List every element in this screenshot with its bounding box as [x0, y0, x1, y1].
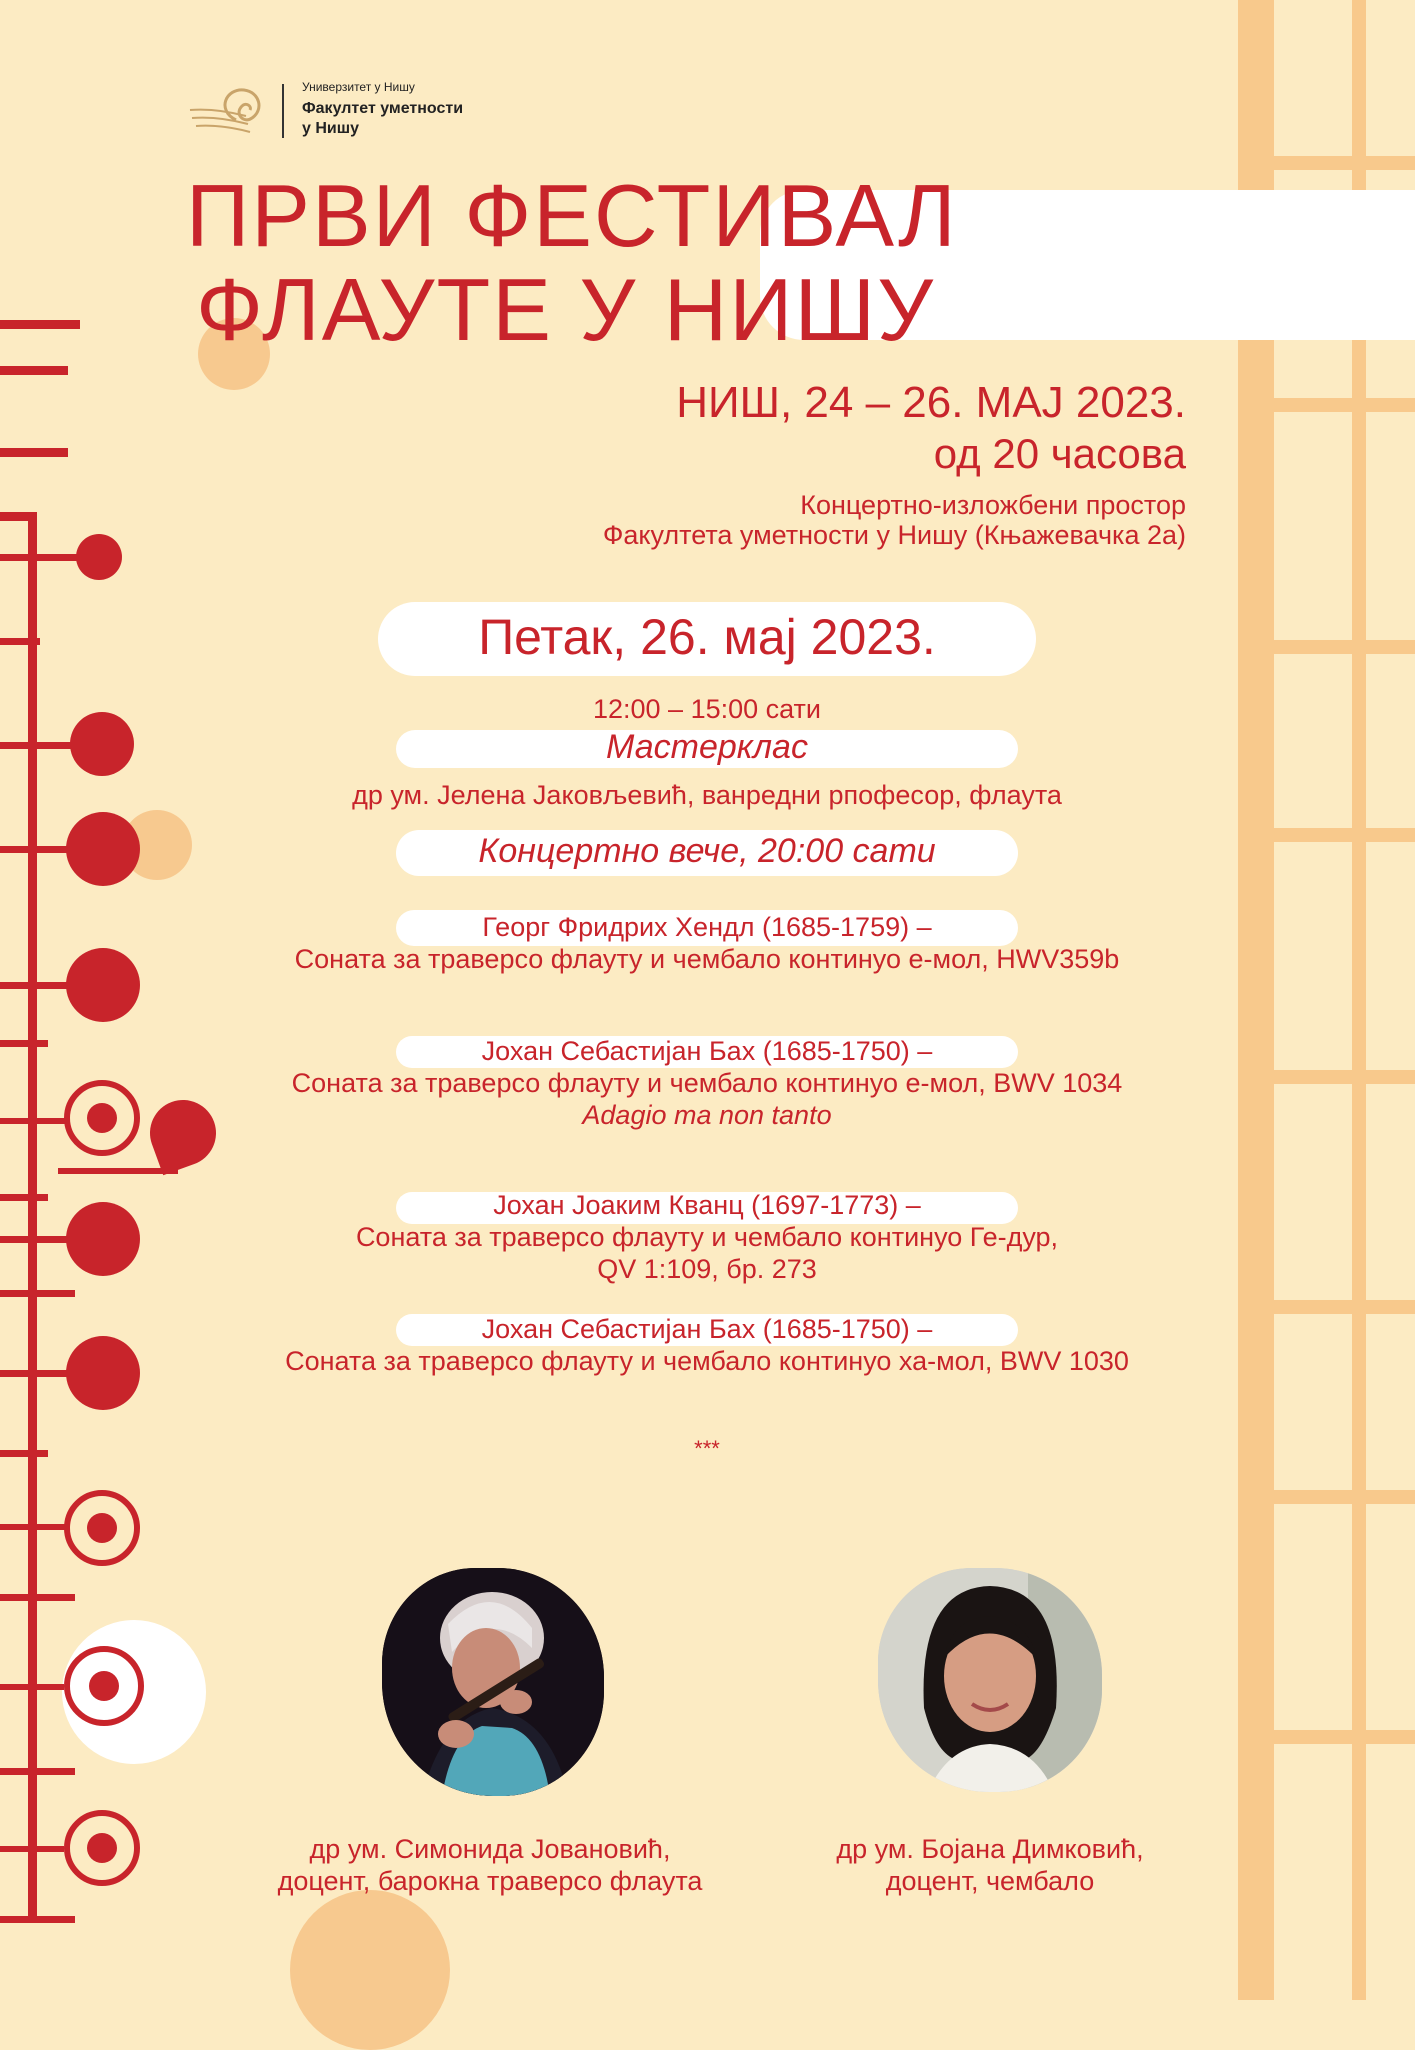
flute-key-stem	[0, 1370, 75, 1377]
program-work: Соната за траверсо флауту и чембало континуо ха-мол, BWV 1030	[285, 1346, 1129, 1376]
flute-ring-key	[64, 1810, 140, 1886]
flute-key-hole	[70, 712, 134, 776]
logo-university: Универзитет у Нишу	[302, 80, 415, 94]
flute-key-stem	[58, 1168, 178, 1174]
flute-key-hole	[76, 534, 122, 580]
performer-role: доцент, барокна траверсо флаута	[277, 1866, 703, 1896]
logo-swirl-icon	[186, 80, 270, 140]
program-composer: Јохан Себастијан Бах (1685-1750) –	[481, 1314, 933, 1344]
concert-label: Концертно вече, 20:00 сати	[478, 832, 936, 870]
program-movement: Adagio ma non tanto	[582, 1100, 832, 1130]
masterclass-label: Мастерклас	[606, 728, 808, 766]
harpsichordist-portrait	[878, 1568, 1102, 1792]
performer-photo-flute	[382, 1568, 604, 1796]
event-venue-line1: Концертно-изложбени простор	[800, 490, 1186, 520]
flute-ring-key	[64, 1646, 144, 1726]
grid-row	[1238, 828, 1415, 842]
grid-row	[1238, 156, 1415, 170]
masterclass-time: 12:00 – 15:00 сати	[592, 694, 822, 724]
flute-key-stem	[0, 1524, 70, 1530]
flute-line	[0, 638, 40, 645]
flute-key-stem	[0, 1684, 64, 1690]
separator: ***	[694, 1436, 720, 1461]
program-work: Соната за траверсо флауту и чембало континуо е-мол, BWV 1034	[291, 1068, 1123, 1098]
grid-row	[1238, 1490, 1415, 1504]
program-composer: Јохан Себастијан Бах (1685-1750) –	[481, 1036, 933, 1066]
performer-name: др ум. Бојана Димковић,	[836, 1834, 1144, 1864]
day-heading: Петак, 26. мај 2023.	[478, 609, 936, 665]
flute-line	[0, 366, 68, 375]
event-time: од 20 часова	[933, 430, 1186, 477]
flute-key-stem	[0, 1118, 66, 1124]
flute-key-stem	[0, 982, 75, 989]
logo-divider	[282, 84, 284, 138]
program-work: Соната за траверсо флауту и чембало континуо Ге-дур,	[355, 1222, 1059, 1252]
flute-line	[0, 1768, 75, 1775]
program-composer: Јохан Јоаким Кванц (1697-1773) –	[493, 1190, 921, 1220]
faculty-logo	[186, 80, 526, 144]
flute-key-hole	[66, 1202, 140, 1276]
masterclass-lecturer: др ум. Јелена Јаковљевић, ванредни рпофесор, флаута	[352, 780, 1062, 810]
grid-row	[1238, 1300, 1415, 1314]
festival-title-line1: ПРВИ ФЕСТИВАЛ	[186, 166, 958, 265]
flute-stem	[28, 512, 37, 1922]
decorative-circle	[290, 1890, 450, 2050]
performer-photo-harpsichord	[878, 1568, 1102, 1792]
flute-ring-key	[64, 1080, 140, 1156]
flutist-portrait	[382, 1568, 604, 1796]
flute-key-stem	[0, 1236, 75, 1243]
flute-line	[0, 1594, 75, 1601]
flute-line	[0, 1290, 75, 1297]
flute-line	[0, 1916, 75, 1923]
event-dates: НИШ, 24 – 26. МАЈ 2023.	[676, 378, 1186, 427]
flute-line	[0, 1194, 48, 1201]
program-catalogue: QV 1:109, бр. 273	[597, 1254, 817, 1284]
flute-key-hole	[66, 812, 140, 886]
grid-row	[1238, 1730, 1415, 1744]
flute-line	[0, 448, 68, 457]
flute-key-hole	[66, 1336, 140, 1410]
grid-row	[1238, 640, 1415, 654]
event-venue-line2: Факултета уметности у Нишу (Књажевачка 2а)	[602, 520, 1186, 550]
flute-line	[0, 1450, 48, 1457]
flute-key-hole	[66, 948, 140, 1022]
flute-leaf-key	[141, 1091, 226, 1176]
performer-role: доцент, чембало	[885, 1866, 1095, 1896]
festival-title-line2: ФЛАУТЕ У НИШУ	[196, 260, 936, 359]
flute-key-stem	[0, 846, 75, 853]
grid-row	[1238, 1070, 1415, 1084]
flute-line	[0, 320, 80, 329]
flute-key-stem	[0, 1846, 64, 1852]
grid-row	[1238, 398, 1415, 412]
flute-ring-key	[64, 1490, 140, 1566]
logo-faculty-line1: Факултет уметности	[302, 100, 464, 117]
flute-key-stem	[0, 742, 75, 749]
flute-line	[0, 1040, 48, 1047]
program-composer: Георг Фридрих Хендл (1685-1759) –	[482, 912, 932, 942]
program-work: Соната за траверсо флауту и чембало континуо е-мол, HWV359b	[294, 944, 1120, 974]
logo-faculty-line2: у Нишу	[302, 120, 359, 137]
performer-name: др ум. Симонида Јовановић,	[309, 1834, 671, 1864]
